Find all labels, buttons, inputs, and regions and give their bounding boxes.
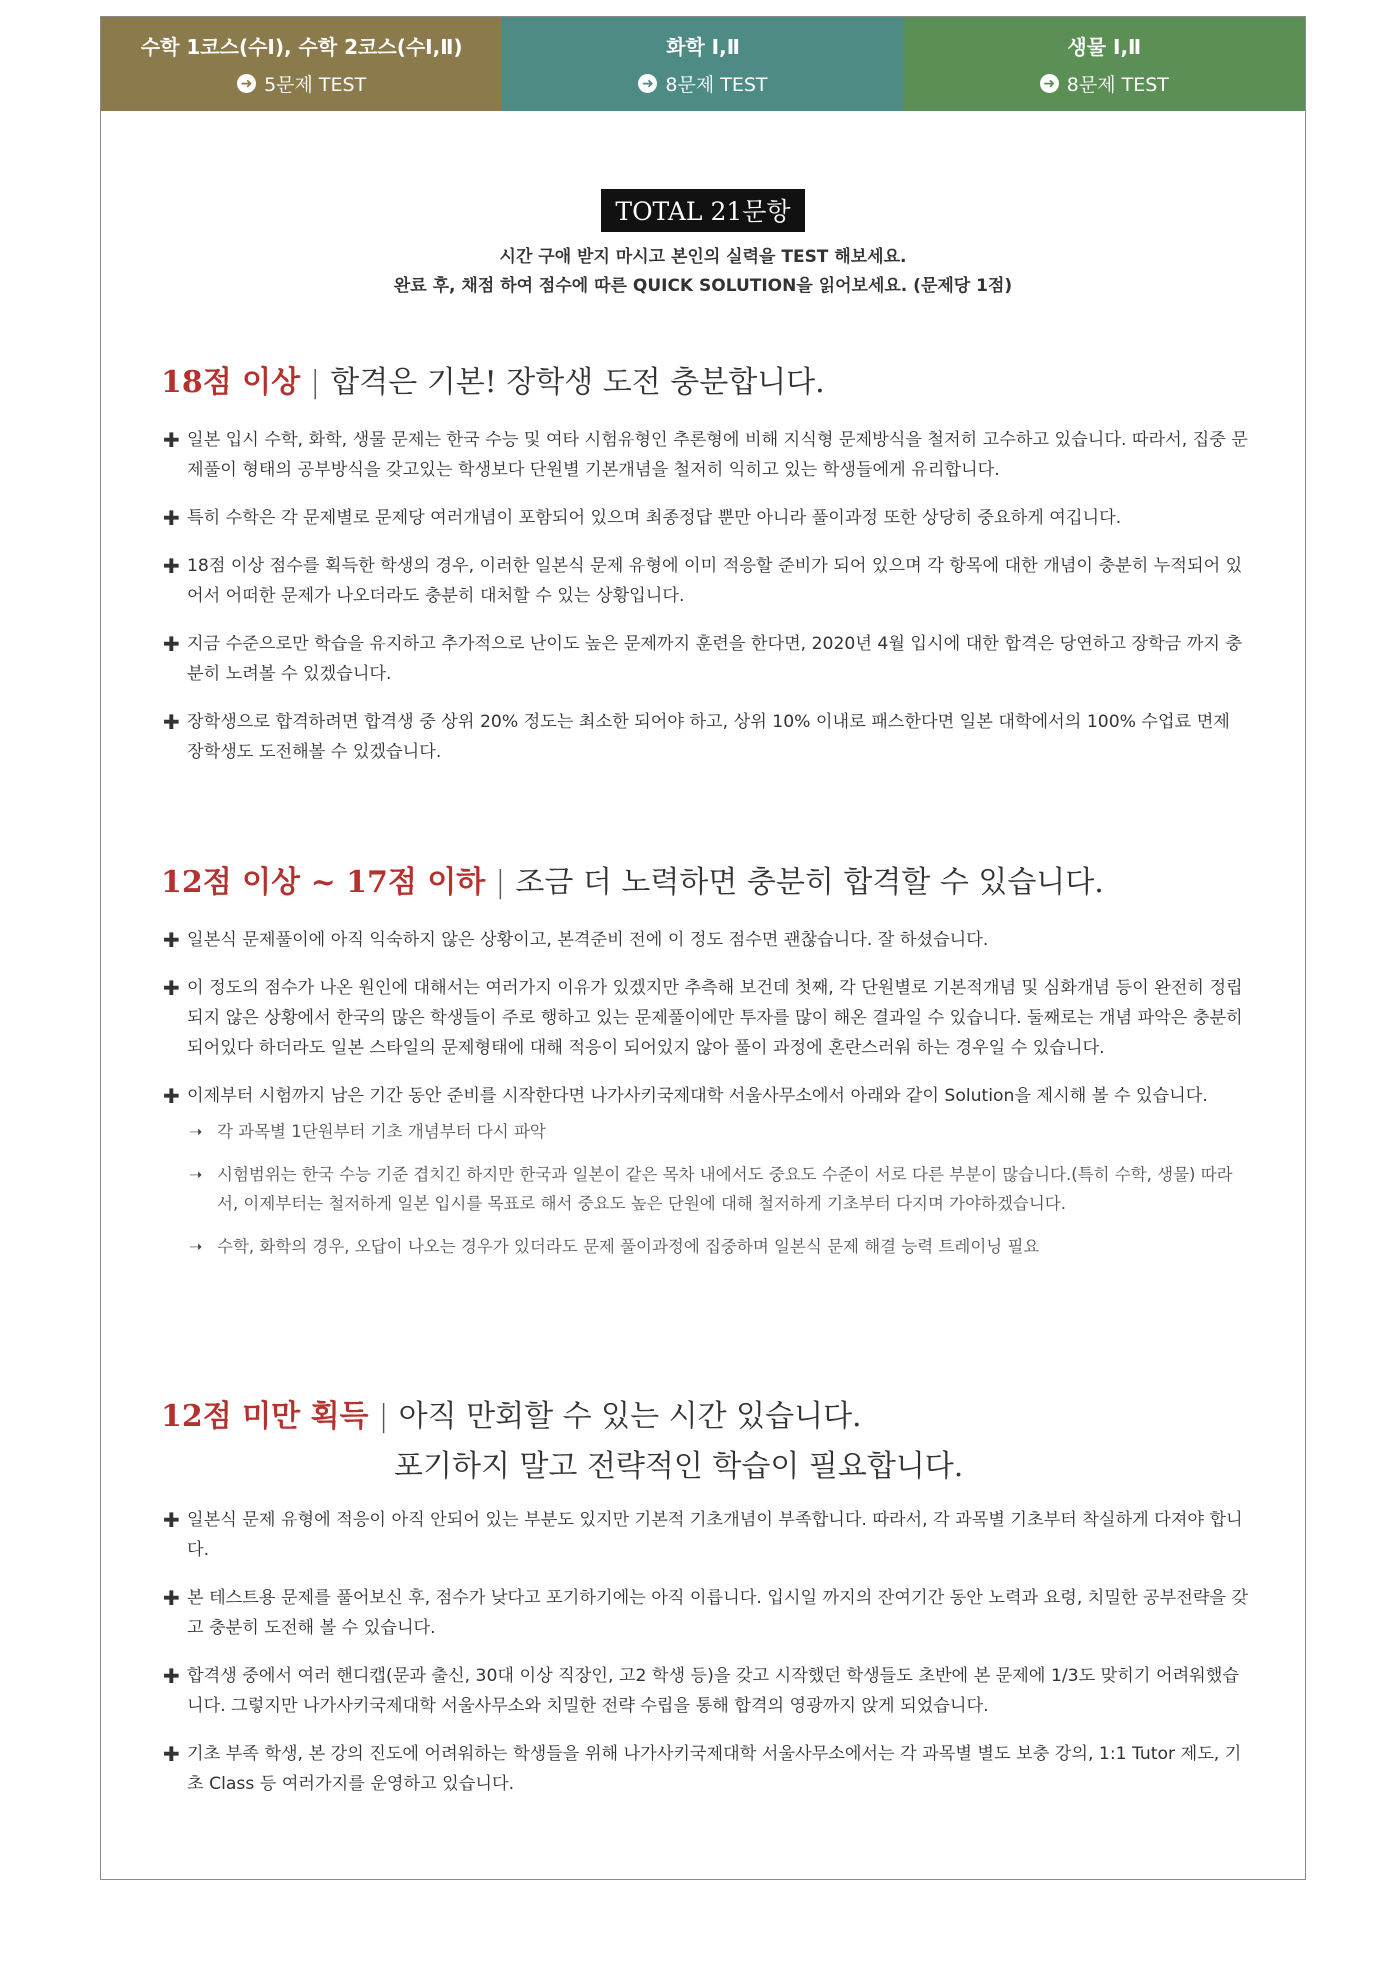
section-headline: 아직 만회할 수 있는 시간 있습니다. [398, 1399, 862, 1434]
intro-line-1: 시간 구애 받지 마시고 본인의 실력을 TEST 해보세요. [499, 247, 907, 267]
plus-icon: ✚ [163, 1508, 180, 1532]
plus-icon: ✚ [163, 976, 180, 1000]
list-item [161, 551, 1251, 611]
tab-biology-sub-label: 8문제 TEST [1066, 74, 1169, 96]
tab-math-sub-label: 5문제 TEST [264, 74, 367, 96]
tab-chemistry[interactable] [502, 17, 903, 111]
list-item [161, 1081, 1251, 1261]
list-item-text: 본 테스트용 문제를 풀어보신 후, 점수가 낮다고 포기하기에는 아직 이릅니다. 입시일 까지의 잔여기간 동안 노력과 요령, 치밀한 공부전략을 갖고 충분히 도전해 볼 수 있습니다. [187, 1588, 1249, 1638]
solution-sublist [187, 1117, 1251, 1261]
list-item-text: 이 정도의 점수가 나온 원인에 대해서는 여러가지 이유가 있겠지만 추측해 보건데 첫째, 각 단원별로 기본적개념 및 심화개념 등이 완전히 정립되지 않은 상황에서 한국의 많은 학생들이 주로 행하고 있는 문제풀이에만 투자를 많이 해온 결과일 수 있습니다. 둘째로는 개념 파악은 충분히 되어있다 하더라도 일본 스타일의 문제형태에 대해 적응이 되어있지 않아 풀이 과정에 혼란스러워 하는 경우일 수 있습니다. [187, 978, 1243, 1058]
arrow-right-circle-icon: ➜ [1040, 74, 1059, 93]
tab-math-title: 수학 1코스(수Ⅰ), 수학 2코스(수Ⅰ,Ⅱ) [140, 35, 463, 59]
list-item [161, 1583, 1251, 1643]
section-12-17-list [161, 925, 1251, 1279]
arrow-right-icon: ➝ [189, 1237, 203, 1256]
subject-tabs [101, 17, 1305, 111]
sub-item [187, 1160, 1251, 1218]
list-item [161, 1739, 1251, 1799]
plus-icon: ✚ [163, 506, 180, 530]
section-separator: | [495, 865, 506, 900]
tab-chemistry-sub [638, 70, 767, 97]
plus-icon: ✚ [163, 632, 180, 656]
list-item [161, 925, 1251, 955]
arrow-right-icon: ➝ [189, 1122, 203, 1141]
list-item-text: 지금 수준으로만 학습을 유지하고 추가적으로 난이도 높은 문제까지 훈련을 한다면, 2020년 4월 입시에 대한 합격은 당연하고 장학금 까지 충분히 노려볼 수 있겠습니다. [187, 634, 1243, 684]
list-item-text: 특히 수학은 각 문제별로 문제당 여러개념이 포함되어 있으며 최종정답 뿐만 아니라 풀이과정 또한 상당히 중요하게 여깁니다. [187, 508, 1122, 528]
sub-item-text: 시험범위는 한국 수능 기준 겹치긴 하지만 한국과 일본이 같은 목차 내에서도 중요도 수준이 서로 다른 부분이 많습니다.(특히 수학, 생물) 따라서, 이제부터는 철저하게 일본 입시를 목표로 해서 중요도 높은 단원에 대해 철저하게 기초부터 다지며 가야하겠습니다. [217, 1165, 1233, 1213]
list-item [161, 503, 1251, 533]
section-separator: | [378, 1399, 389, 1434]
plus-icon: ✚ [163, 554, 180, 578]
section-heading-12-17 [161, 857, 1104, 901]
tab-math[interactable] [101, 17, 502, 111]
list-item-text: 장학생으로 합격하려면 합격생 중 상위 20% 정도는 최소한 되어야 하고, 상위 10% 이내로 패스한다면 일본 대학에서의 100% 수업료 면제 장학생도 도전해볼 수 있겠습니다. [187, 712, 1230, 762]
sub-item [187, 1232, 1251, 1261]
sub-item-text: 각 과목별 1단원부터 기초 개념부터 다시 파악 [217, 1122, 546, 1141]
plus-icon: ✚ [163, 928, 180, 952]
list-item-text: 18점 이상 점수를 획득한 학생의 경우, 이러한 일본식 문제 유형에 이미 적응할 준비가 되어 있으며 각 항목에 대한 개념이 충분히 누적되어 있어서 어떠한 문제가 나오더라도 충분히 대처할 수 있는 상황입니다. [187, 556, 1243, 606]
section-under12-list [161, 1505, 1251, 1817]
list-item-text: 기초 부족 학생, 본 강의 진도에 어려워하는 학생들을 위해 나가사키국제대학 서울사무소에서는 각 과목별 별도 보충 강의, 1:1 Tutor 제도, 기초 Class 등 여러가지를 운영하고 있습니다. [187, 1744, 1242, 1794]
total-badge: TOTAL 21문항 [601, 189, 804, 232]
plus-icon: ✚ [163, 710, 180, 734]
section-18plus-list [161, 425, 1251, 785]
sub-item-text: 수학, 화학의 경우, 오답이 나오는 경우가 있더라도 문제 풀이과정에 집중하며 일본식 문제 해결 능력 트레이닝 필요 [217, 1237, 1040, 1256]
list-item-text: 합격생 중에서 여러 핸디캡(문과 출신, 30대 이상 직장인, 고2 학생 등)을 갖고 시작했던 학생들도 초반에 본 문제에 1/3도 맞히기 어려워했습니다. 그렇지만 나가사키국제대학 서울사무소와 치밀한 전략 수립을 통해 합격의 영광까지 앉게 되었습니다. [187, 1666, 1239, 1716]
section-heading-18plus [161, 357, 825, 401]
section-separator: | [310, 365, 321, 400]
list-item-text: 이제부터 시험까지 남은 기간 동안 준비를 시작한다면 나가사키국제대학 서울사무소에서 아래와 같이 Solution을 제시해 볼 수 있습니다. [187, 1086, 1208, 1106]
section-heading-under12 [161, 1391, 963, 1485]
section-score: 12점 이상 ~ 17점 이하 [161, 865, 486, 900]
plus-icon: ✚ [163, 428, 180, 452]
section-score: 12점 미만 획득 [161, 1399, 369, 1434]
intro-line-2: 완료 후, 채점 하여 점수에 따른 QUICK SOLUTION을 읽어보세요. (문제당 1점) [393, 276, 1013, 296]
list-item [161, 425, 1251, 485]
tab-chemistry-title: 화학 Ⅰ,Ⅱ [666, 35, 740, 59]
section-headline: 조금 더 노력하면 충분히 합격할 수 있습니다. [515, 865, 1104, 900]
list-item-text: 일본식 문제풀이에 아직 익숙하지 않은 상황이고, 본격준비 전에 이 정도 점수면 괜찮습니다. 잘 하셨습니다. [187, 930, 989, 950]
arrow-right-circle-icon: ➜ [638, 74, 657, 93]
intro-text [101, 243, 1305, 301]
sub-item [187, 1117, 1251, 1146]
plus-icon: ✚ [163, 1084, 180, 1108]
section-headline-2: 포기하지 말고 전략적인 학습이 필요합니다. [394, 1449, 964, 1484]
tab-biology-sub [1040, 70, 1169, 97]
tab-biology-title: 생물 Ⅰ,Ⅱ [1067, 35, 1142, 59]
section-headline: 합격은 기본! 장학생 도전 충분합니다. [330, 365, 825, 400]
plus-icon: ✚ [163, 1586, 180, 1610]
section-score: 18점 이상 [161, 365, 301, 400]
arrow-right-circle-icon: ➜ [237, 74, 256, 93]
list-item [161, 1661, 1251, 1721]
list-item-text: 일본 입시 수학, 화학, 생물 문제는 한국 수능 및 여타 시험유형인 추론형에 비해 지식형 문제방식을 철저히 고수하고 있습니다. 따라서, 집중 문제풀이 형태의 공부방식을 갖고있는 학생보다 단원별 기본개념을 철저히 익히고 있는 학생들에게 유리합니다. [187, 430, 1248, 480]
page-frame [100, 16, 1306, 1880]
tab-biology[interactable] [904, 17, 1305, 111]
list-item [161, 1505, 1251, 1565]
tab-math-sub [237, 70, 366, 97]
total-wrap [101, 189, 1305, 232]
list-item [161, 973, 1251, 1063]
plus-icon: ✚ [163, 1742, 180, 1766]
list-item-text: 일본식 문제 유형에 적응이 아직 안되어 있는 부분도 있지만 기본적 기초개념이 부족합니다. 따라서, 각 과목별 기초부터 착실하게 다져야 합니다. [187, 1510, 1243, 1560]
tab-chemistry-sub-label: 8문제 TEST [665, 74, 768, 96]
list-item [161, 629, 1251, 689]
arrow-right-icon: ➝ [189, 1165, 203, 1184]
list-item [161, 707, 1251, 767]
plus-icon: ✚ [163, 1664, 180, 1688]
